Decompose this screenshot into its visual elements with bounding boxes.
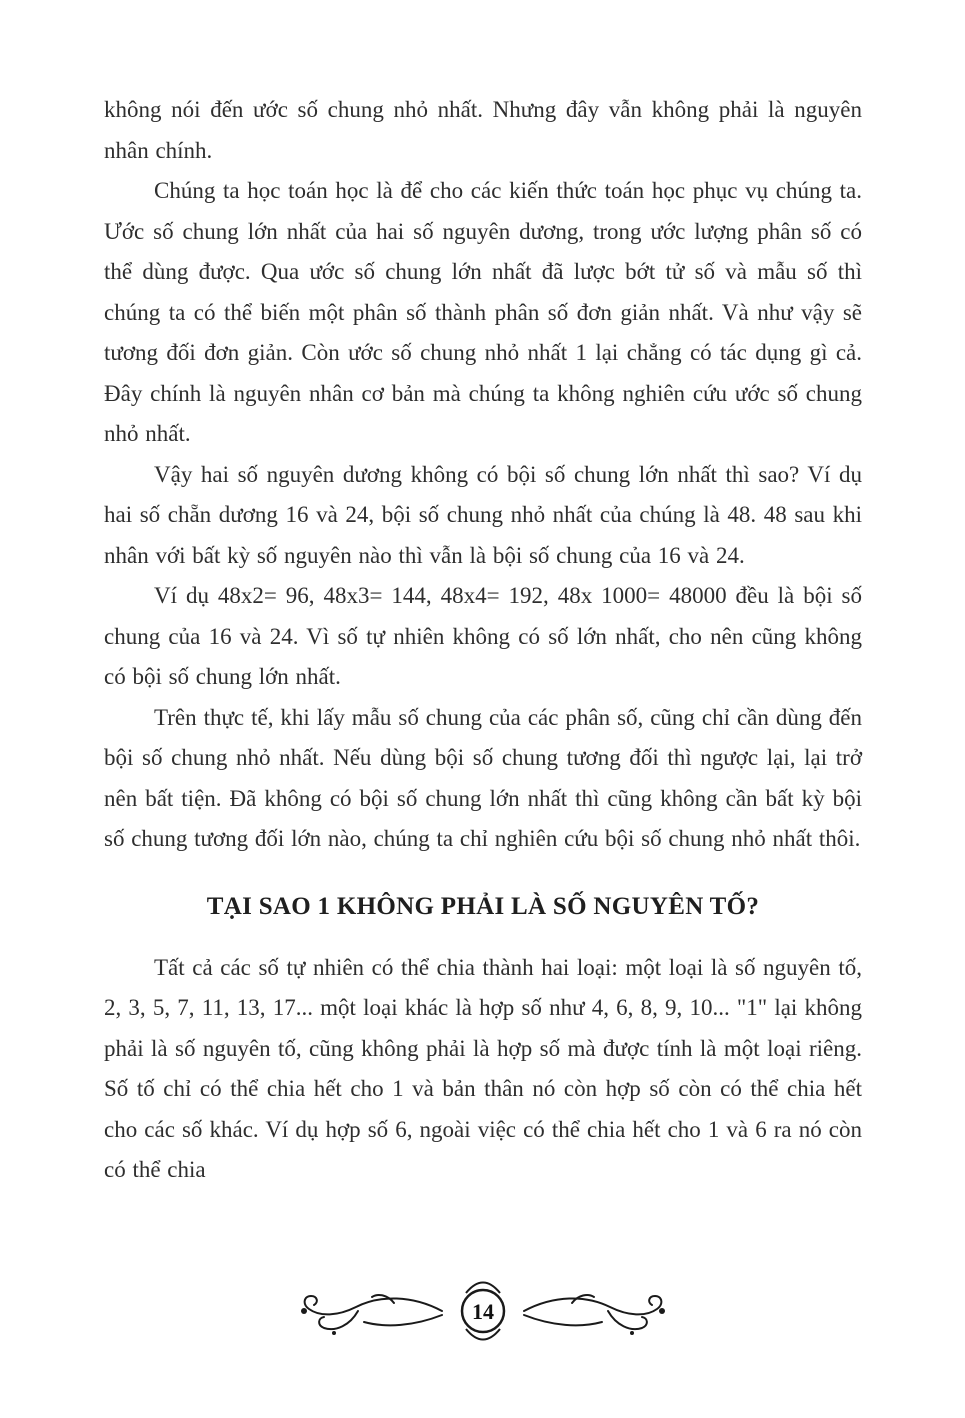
- paragraph: Trên thực tế, khi lấy mẫu số chung của các phân số, cũng chỉ cần dùng đến bội số chung nhỏ nhất. Nếu dùng bội số chung tương đối thì ngược lại, lại trở nên bất tiện. Đã không có bội số chung lớn nhất thì cũng không cần bất kỳ bội số chung tương đối lớn nào, chúng ta chỉ nghiên cứu bội số chung nhỏ nhất thôi.: [104, 704, 862, 851]
- paragraph: Tất cả các số tự nhiên có thể chia thành hai loại: một loại là số nguyên tố, 2, 3, 5, 7, 11, 13, 17... một loại khác là hợp số như 4, 6, 8, 9, 10... "1" lại không phải là số nguyên tố, cũng không phải là hợp số mà được tính là một loại riêng. Số tố chỉ có thể chia hết cho 1 và bản thân nó còn hợp số còn có thể chia hết cho các số khác. Ví dụ hợp số 6, ngoài việc có thể chia hết cho 1 và 6 ra nó còn có thể chia: [104, 954, 862, 1182]
- page-footer: [0, 1276, 965, 1346]
- ornament-right-icon: [522, 1281, 672, 1341]
- page-number-badge: [448, 1276, 518, 1346]
- text-block: [104, 90, 862, 1191]
- paragraph: Vậy hai số nguyên dương không có bội số chung lớn nhất thì sao? Ví dụ hai số chẵn dương 16 và 24, bội số chung nhỏ nhất của chúng là 48. 48 sau khi nhân với bất kỳ số nguyên nào thì vẫn là bội số chung của 16 và 24.: [104, 461, 862, 568]
- paragraph: Ví dụ 48x2= 96, 48x3= 144, 48x4= 192, 48x 1000= 48000 đều là bội số chung của 16 và 24. Vì số tự nhiên không có số lớn nhất, cho nên cũng không có bội số chung lớn nhất.: [104, 583, 862, 689]
- section-heading: TẠI SAO 1 KHÔNG PHẢI LÀ SỐ NGUYÊN TỐ?: [206, 892, 760, 920]
- page-number: 14: [471, 1299, 494, 1324]
- paragraph-continuation: không nói đến ước số chung nhỏ nhất. Nhưng đây vẫn không phải là nguyên nhân chính.: [104, 97, 862, 163]
- paragraph: Chúng ta học toán học là để cho các kiến thức toán học phục vụ chúng ta. Ước số chung lớn nhất của hai số nguyên dương, trong ước lượng phân số có thể dùng được. Qua ước số chung lớn nhất đã lược bớt tử số và mẫu số thì chúng ta có thể biến một phân số thành phân số đơn giản nhất. Và như vậy sẽ tương đối đơn giản. Còn ước số chung nhỏ nhất 1 lại chẳng có tác dụng gì cả. Đây chính là nguyên nhân cơ bản mà chúng ta không nghiên cứu ước số chung nhỏ nhất.: [104, 178, 862, 446]
- ornament-left-icon: [294, 1281, 444, 1341]
